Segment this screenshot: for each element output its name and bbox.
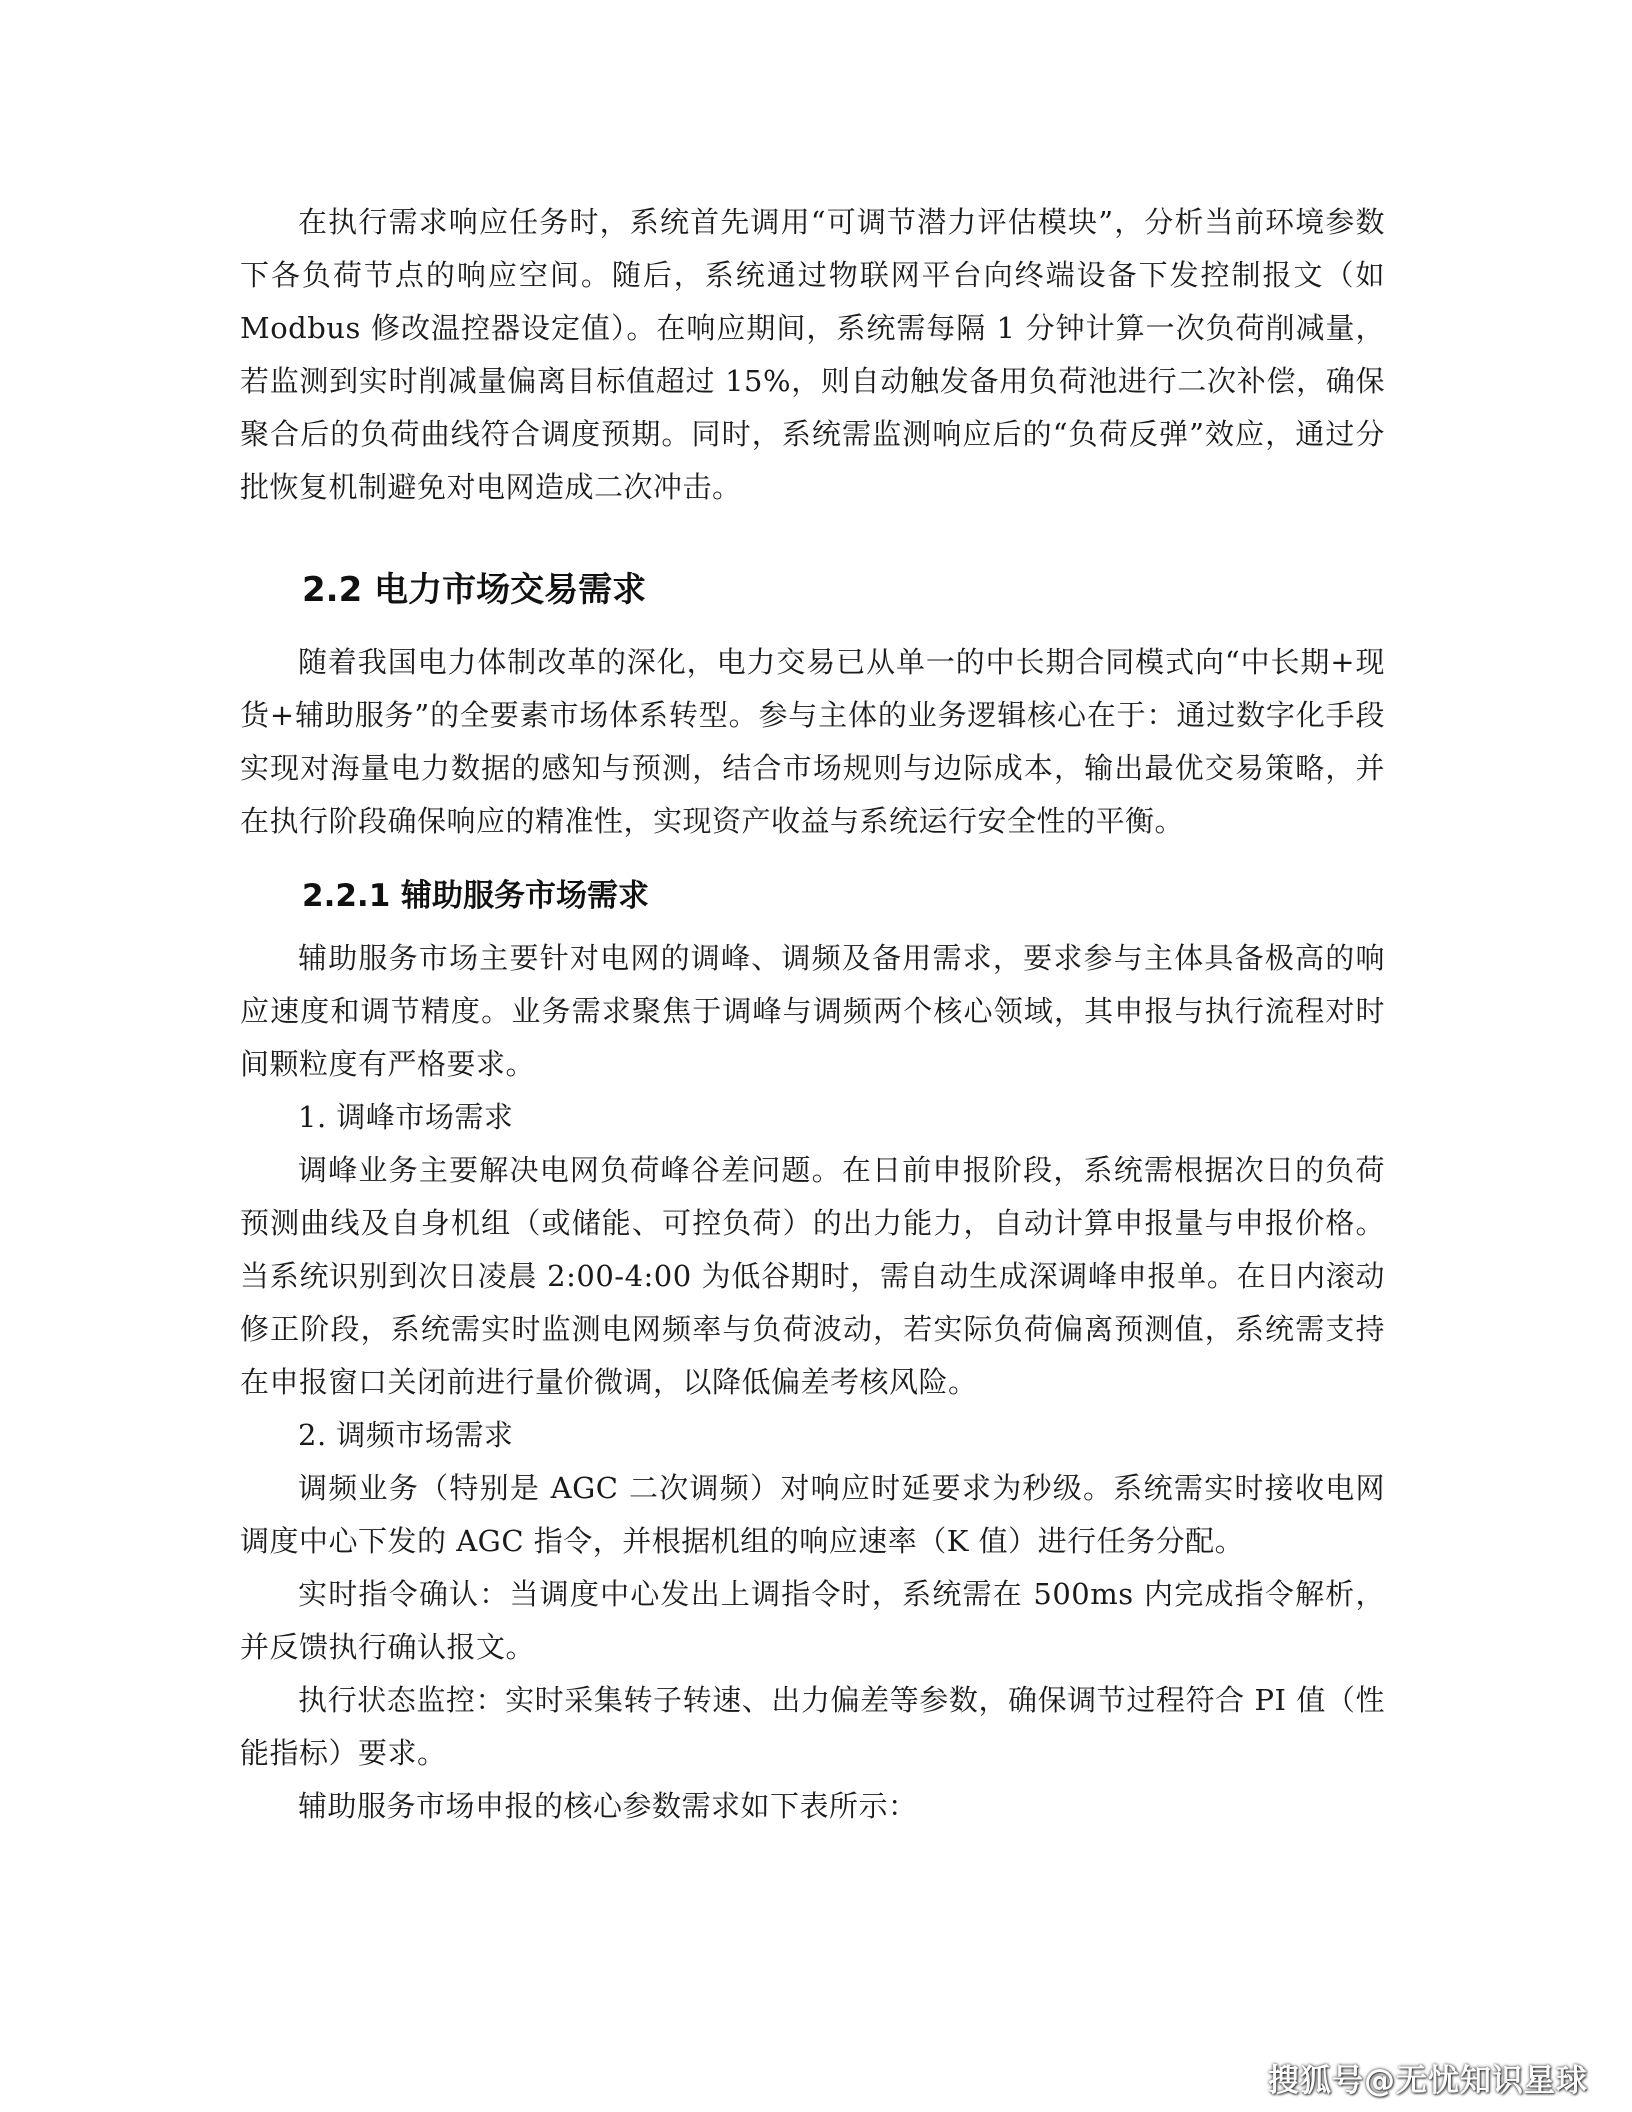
paragraph-market-reform: 随着我国电力体制改革的深化，电力交易已从单一的中长期合同模式向“中长期+现货+辅助服务”的全要素市场体系转型。参与主体的业务逻辑核心在于：通过数字化手段实现对海量电力数据的感知与预测，结合市场规则与边际成本，输出最优交易策略，并在执行阶段确保响应的精准性，实现资产收益与系统运行安全性的平衡。 — [240, 645, 1385, 838]
document-body — [240, 196, 1385, 1833]
paragraph-demand-response-execution: 在执行需求响应任务时，系统首先调用“可调节潜力评估模块”，分析当前环境参数下各负荷节点的响应空间。随后，系统通过物联网平台向终端设备下发控制报文（如 Modbus 修改温控器设定值）。在响应期间，系统需每隔 1 分钟计算一次负荷削减量，若监测到实时削减量偏离目标值超过 15%，则自动触发备用负荷池进行二次补偿，确保聚合后的负荷曲线符合调度预期。同时，系统需监测响应后的“负荷反弹”效应，通过分批恢复机制避免对电网造成二次冲击。 — [240, 205, 1385, 504]
paragraph-frequency-regulation: 调频业务（特别是 AGC 二次调频）对响应时延要求为秒级。系统需实时接收电网调度中心下发的 AGC 指令，并根据机组的响应速率（K 值）进行任务分配。 — [240, 1471, 1385, 1558]
list-item-frequency-regulation: 2. 调频市场需求 — [298, 1418, 514, 1452]
section-heading-2-2: 2.2 电力市场交易需求 — [302, 570, 647, 610]
paragraph-table-intro: 辅助服务市场申报的核心参数需求如下表所示： — [298, 1789, 918, 1823]
watermark-text: 搜狐号@无忧知识星球 — [1268, 2063, 1588, 2099]
paragraph-ancillary-market: 辅助服务市场主要针对电网的调峰、调频及备用需求，要求参与主体具备极高的响应速度和调节精度。业务需求聚焦于调峰与调频两个核心领域，其申报与执行流程对时间颗粒度有严格要求。 — [240, 941, 1385, 1081]
paragraph-command-confirmation: 实时指令确认：当调度中心发出上调指令时，系统需在 500ms 内完成指令解析，并反馈执行确认报文。 — [240, 1577, 1385, 1664]
list-item-peak-shaving: 1. 调峰市场需求 — [298, 1100, 514, 1134]
paragraph-status-monitoring: 执行状态监控：实时采集转子转速、出力偏差等参数，确保调节过程符合 PI 值（性能指标）要求。 — [240, 1683, 1385, 1770]
section-heading-2-2-1: 2.2.1 辅助服务市场需求 — [302, 878, 650, 914]
paragraph-peak-shaving: 调峰业务主要解决电网负荷峰谷差问题。在日前申报阶段，系统需根据次日的负荷预测曲线及自身机组（或储能、可控负荷）的出力能力，自动计算申报量与申报价格。当系统识别到次日凌晨 2:00-4:00 为低谷期时，需自动生成深调峰申报单。在日内滚动修正阶段，系统需实时监测电网频率与负荷波动，若实际负荷偏离预测值，系统需支持在申报窗口关闭前进行量价微调，以降低偏差考核风险。 — [240, 1153, 1385, 1399]
